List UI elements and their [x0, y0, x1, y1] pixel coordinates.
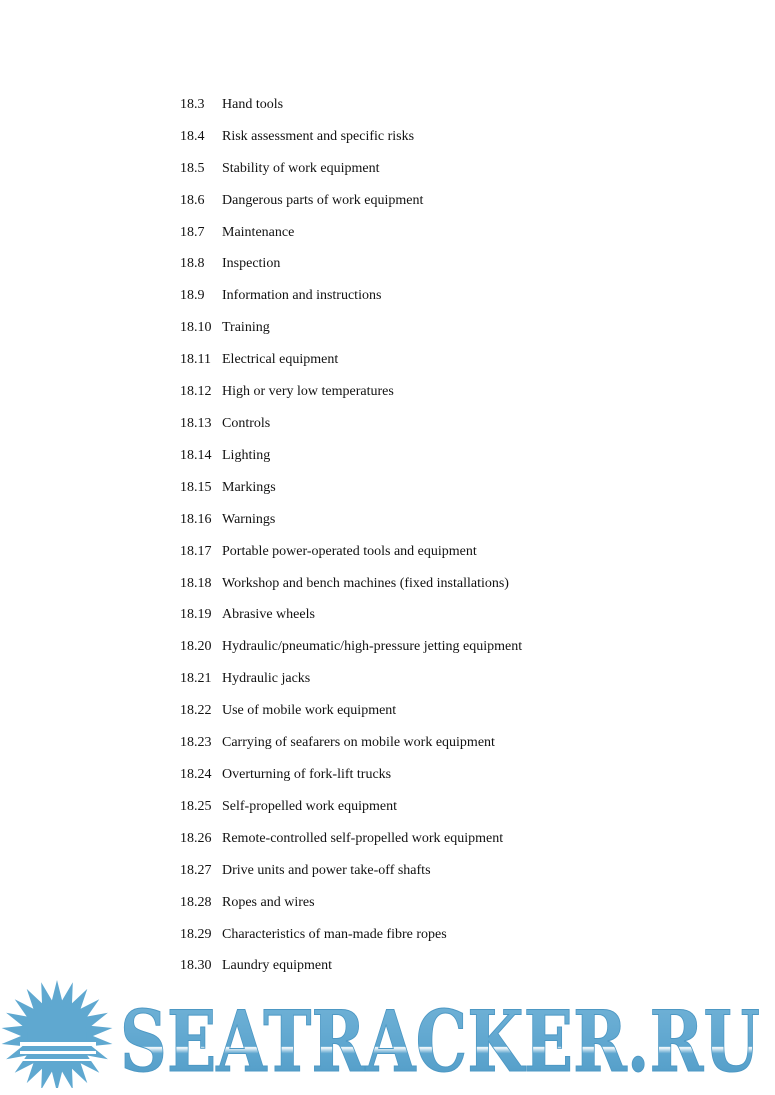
- toc-entry-title: Maintenance: [222, 224, 295, 240]
- toc-entry: [180, 727, 700, 759]
- toc-entry-number: 18.24: [180, 766, 212, 782]
- toc-entry-title: Ropes and wires: [222, 894, 315, 910]
- toc-entry: [180, 249, 700, 281]
- sun-icon: [2, 980, 113, 1088]
- toc-entry-number: 18.12: [180, 384, 212, 400]
- toc-entry: [180, 823, 700, 855]
- toc-entry-number: 18.11: [180, 352, 211, 368]
- toc-entry: [180, 855, 700, 887]
- toc-entry-number: 18.6: [180, 192, 205, 208]
- toc-entry-title: Drive units and power take-off shafts: [222, 862, 431, 878]
- toc-entry-number: 18.3: [180, 96, 205, 112]
- table-of-contents: [180, 89, 700, 982]
- toc-entry-title: Electrical equipment: [222, 352, 339, 368]
- toc-entry-number: 18.19: [180, 607, 212, 623]
- toc-entry-title: Characteristics of man-made fibre ropes: [222, 926, 447, 942]
- toc-entry: [180, 631, 700, 663]
- toc-entry: [180, 791, 700, 823]
- toc-entry: [180, 121, 700, 153]
- toc-entry-number: 18.10: [180, 320, 212, 336]
- toc-entry-number: 18.25: [180, 798, 212, 814]
- toc-entry: [180, 663, 700, 695]
- toc-entry-title: Information and instructions: [222, 288, 382, 304]
- toc-entry-title: Hand tools: [222, 96, 284, 112]
- toc-entry-number: 18.8: [180, 256, 205, 272]
- toc-entry-title: Training: [222, 320, 270, 336]
- toc-entry-title: Dangerous parts of work equipment: [222, 192, 424, 208]
- toc-entry-number: 18.30: [180, 958, 212, 974]
- toc-entry-number: 18.28: [180, 894, 212, 910]
- toc-entry-title: Portable power-operated tools and equipment: [222, 543, 477, 559]
- toc-entry-title: Inspection: [222, 256, 281, 272]
- toc-entry: [180, 440, 700, 472]
- toc-entry-title: Laundry equipment: [222, 958, 333, 974]
- toc-entry-title: Use of mobile work equipment: [222, 703, 397, 719]
- toc-entry-number: 18.5: [180, 160, 205, 176]
- toc-entry-number: 18.7: [180, 224, 205, 240]
- toc-entry-title: High or very low temperatures: [222, 384, 394, 400]
- toc-entry: [180, 759, 700, 791]
- toc-entry: [180, 376, 700, 408]
- toc-entry-number: 18.20: [180, 639, 212, 655]
- toc-entry: [180, 89, 700, 121]
- toc-entry-number: 18.15: [180, 479, 212, 495]
- toc-entry-title: Self-propelled work equipment: [222, 798, 397, 814]
- toc-entry-title: Workshop and bench machines (fixed installations): [222, 575, 509, 591]
- toc-entry-title: Markings: [222, 479, 276, 495]
- toc-entry-title: Remote-controlled self-propelled work equipment: [222, 830, 504, 846]
- toc-entry-title: Stability of work equipment: [222, 160, 380, 176]
- toc-entry: [180, 695, 700, 727]
- toc-entry: [180, 536, 700, 568]
- toc-entry: [180, 217, 700, 249]
- toc-entry: [180, 153, 700, 185]
- toc-entry-number: 18.29: [180, 926, 212, 942]
- toc-entry-title: Abrasive wheels: [222, 607, 315, 623]
- toc-entry-title: Warnings: [222, 511, 276, 527]
- toc-entry-number: 18.18: [180, 575, 212, 591]
- toc-entry: [180, 408, 700, 440]
- toc-entry-number: 18.9: [180, 288, 205, 304]
- toc-entry: [180, 568, 700, 600]
- toc-entry-number: 18.26: [180, 830, 212, 846]
- toc-entry: [180, 185, 700, 217]
- toc-entry: [180, 312, 700, 344]
- toc-entry-number: 18.14: [180, 447, 212, 463]
- toc-entry-title: Overturning of fork-lift trucks: [222, 766, 392, 782]
- toc-entry-title: Hydraulic jacks: [222, 671, 311, 687]
- watermark-logo: [0, 978, 775, 1088]
- toc-entry-number: 18.17: [180, 543, 212, 559]
- toc-entry-number: 18.16: [180, 511, 212, 527]
- toc-entry: [180, 344, 700, 376]
- toc-entry-title: Controls: [222, 416, 271, 432]
- toc-entry: [180, 600, 700, 632]
- toc-entry-title: Carrying of seafarers on mobile work equipment: [222, 735, 495, 751]
- toc-entry-title: Hydraulic/pneumatic/high-pressure jetting equipment: [222, 639, 523, 655]
- toc-entry-number: 18.13: [180, 416, 212, 432]
- toc-entry-title: Risk assessment and specific risks: [222, 128, 415, 144]
- toc-entry: [180, 504, 700, 536]
- toc-entry: [180, 919, 700, 951]
- toc-entry-number: 18.27: [180, 862, 212, 878]
- toc-entry-number: 18.21: [180, 671, 212, 687]
- toc-entry-title: Lighting: [222, 447, 271, 463]
- toc-entry: [180, 887, 700, 919]
- toc-entry: [180, 472, 700, 504]
- toc-entry-number: 18.23: [180, 735, 212, 751]
- toc-entry-number: 18.4: [180, 128, 205, 144]
- watermark-text: SEATRACKER.RU: [120, 992, 760, 1088]
- toc-entry: [180, 280, 700, 312]
- toc-entry-number: 18.22: [180, 703, 212, 719]
